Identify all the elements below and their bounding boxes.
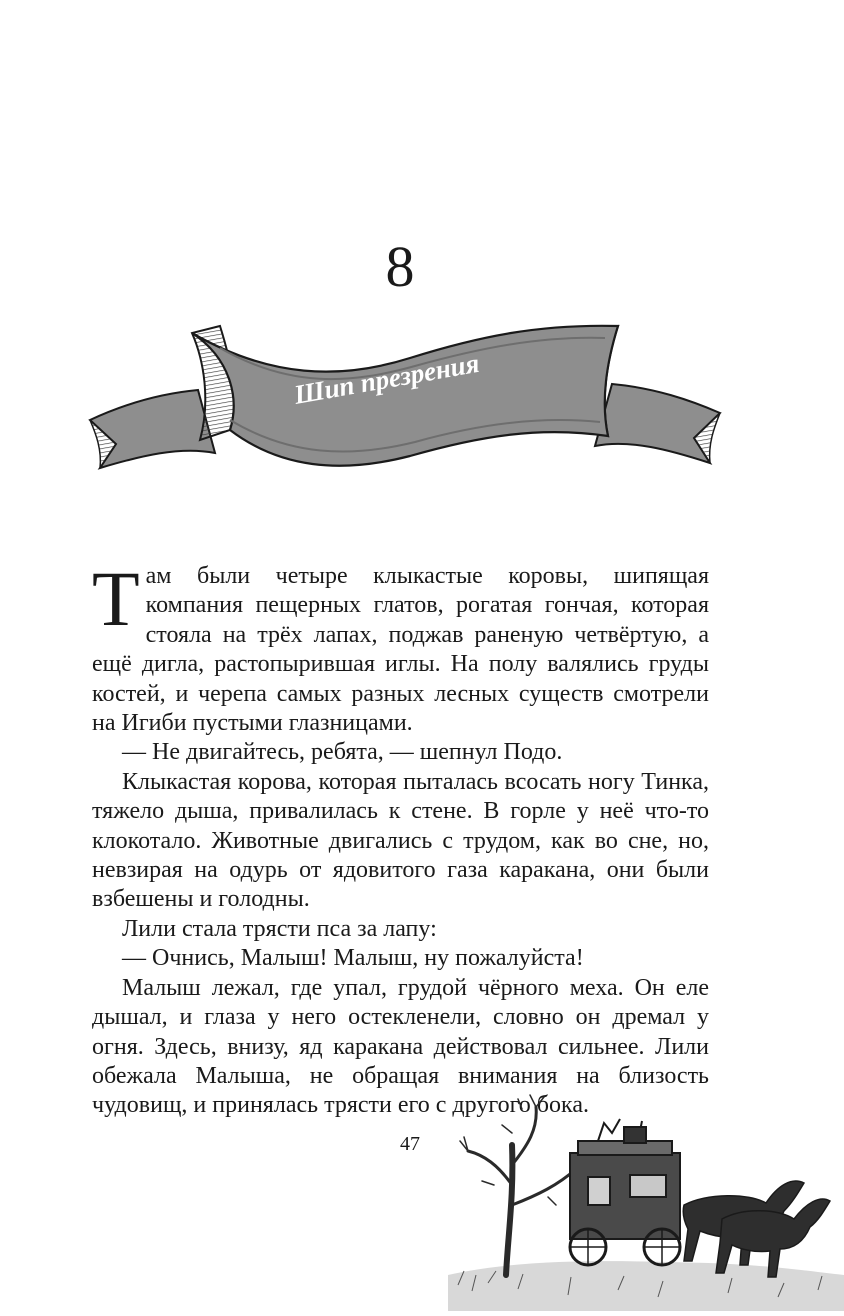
banner-right-tail	[595, 384, 720, 463]
wagon-illustration	[448, 1085, 844, 1311]
paragraph: Лили стала трясти пса за лапу:	[122, 915, 437, 942]
chapter-number: 8	[385, 234, 415, 299]
page-number: 47	[400, 1133, 420, 1155]
body-text	[92, 555, 709, 1121]
paragraph: Там были четыре клыкастые коровы, шипящая компания пещерных глатов, рогатая гончая, которая стояла на трёх лапах, поджав раненую четвёртую, а ещё дигла, растопырившая иглы. На полу валялись груды костей, и черепа самых разных лесных существ смотрели на Игиби пустыми глазницами.	[92, 555, 709, 737]
chapter-title: Шип презрения	[291, 347, 482, 410]
paragraph: Малыш лежал, где упал, грудой чёрного меха. Он еле дышал, и глаза у него остекленели, словно он дремал у огня. Здесь, внизу, яд каракана действовал сильнее. Лили обежала Малыша, не обращая внимания на близость чудовищ, и принялась трясти его с другого бока.	[92, 974, 709, 1119]
banner-left-tail	[90, 390, 215, 468]
paragraph: — Не двигайтесь, ребята, — шепнул Подо.	[122, 739, 563, 766]
chapter-title-banner	[80, 318, 730, 478]
drop-cap: Т	[92, 555, 140, 642]
paragraph: — Очнись, Малыш! Малыш, ну пожалуйста!	[122, 945, 584, 972]
paragraph: Клыкастая корова, которая пыталась всосать ногу Тинка, тяжело дыша, привалилась к стене. В горле у неё что-то клокотало. Животные двигались с трудом, как во сне, но, невзирая на одурь от ядовитого газа каракана, они были взбешены и голодны.	[92, 768, 709, 913]
